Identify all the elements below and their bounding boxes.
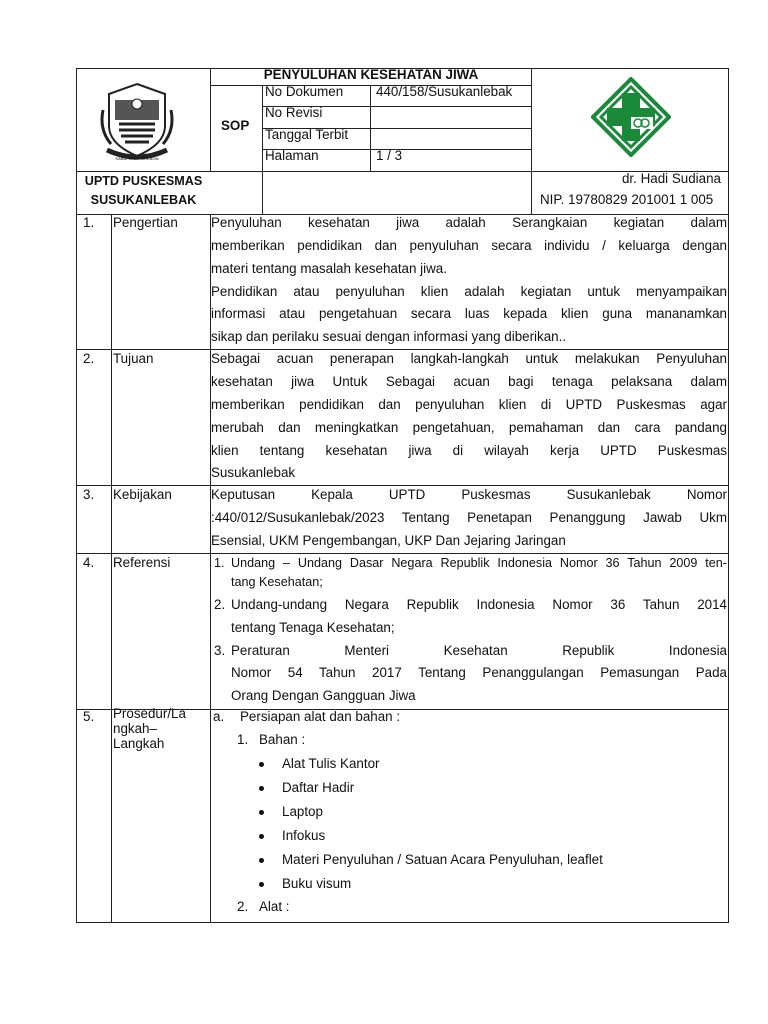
puskesmas-logo-icon: [591, 77, 671, 157]
tujuan-line: Sebagai acuan penerapan langkah-langkah untuk melakukan Penyuluhan: [211, 351, 727, 366]
section-number: 5.: [83, 709, 95, 724]
sub-step-number: 1.: [237, 732, 249, 747]
sub-step-number: 2.: [237, 899, 249, 914]
tujuan-line: Susukanlebak: [211, 465, 296, 480]
section-number: 4.: [83, 555, 95, 570]
col-no-divider: [111, 214, 112, 923]
bullet-icon: [259, 882, 264, 887]
referensi-item-line: Nomor 54 Tahun 2017 Tentang Penanggulangan Pemasungan Pada: [231, 665, 727, 680]
org-name-line1: UPTD PUSKESMAS: [84, 174, 203, 188]
tujuan-line: kesehatan jiwa Untuk Sebagai acuan bagi tenaga pelaksana dalam: [211, 374, 727, 389]
kebijakan-line: Esensial, UKM Pengembangan, UKP Dan Jejaring Jaringan: [211, 533, 566, 548]
bullet-icon: [259, 810, 264, 815]
signer-nip: NIP. 19780829 201001 1 005: [540, 192, 714, 207]
bullet-icon: [259, 762, 264, 767]
pengertian-line: materi tentang masalah kesehatan jiwa.: [211, 261, 447, 276]
bahan-item: Laptop: [282, 804, 323, 819]
tujuan-line: merubah dan meningkatkan pengetahuan, pemahaman dan cara pandang: [211, 420, 727, 435]
org-name-line2: SUSUKANLEBAK: [90, 193, 197, 207]
kebijakan-line: Keputusan Kepala UPTD Puskesmas Susukanlebak Nomor: [211, 487, 727, 502]
regency-emblem: [97, 80, 177, 166]
doc-number-label: No Dokumen: [265, 84, 344, 99]
border-right: [728, 68, 729, 923]
bahan-item: Alat Tulis Kantor: [282, 756, 380, 771]
referensi-item-line: Orang Dengan Gangguan Jiwa: [231, 688, 416, 703]
bullet-icon: [259, 858, 264, 863]
tujuan-line: memberikan pendidikan dan penyuluhan klien di UPTD Puskesmas agar: [211, 397, 727, 412]
pengertian-line: sikap dan perilaku sesuai dengan informasi yang diberikan..: [211, 329, 567, 344]
pengertian-line: informasi atau pengetahuan secara luas kepada klien guna mananamkan: [211, 306, 727, 321]
section-title-referensi: Referensi: [113, 555, 171, 570]
section-title-prosedur: ngkah–: [113, 721, 157, 736]
sub-step-text: Bahan :: [259, 732, 306, 747]
section-number: 1.: [83, 215, 95, 230]
page-value: 1 / 3: [376, 148, 403, 163]
referensi-item-line: tentang Tenaga Kesehatan;: [231, 620, 395, 635]
referensi-item-number: 2.: [214, 597, 226, 612]
tujuan-line: klien tentang kesehatan jiwa di wilayah kerja UPTD Puskesmas: [211, 443, 727, 458]
document-title: PENYULUHAN KESEHATAN JIWA: [263, 67, 479, 82]
bullet-icon: [259, 786, 264, 791]
sop-divider: [262, 85, 263, 215]
referensi-item-line: Undang-undang Negara Republik Indonesia Nomor 36 Tahun 2014: [231, 597, 727, 612]
pengertian-line: Pendidikan atau penyuluhan klien adalah kegiatan untuk menyampaikan: [211, 284, 727, 299]
bahan-item: Buku visum: [282, 876, 352, 891]
sop-label: SOP: [221, 118, 250, 133]
bullet-icon: [259, 834, 264, 839]
section-number: 3.: [83, 487, 95, 502]
step-a-text: Persiapan alat dan bahan :: [240, 709, 401, 724]
bahan-item: Infokus: [282, 828, 326, 843]
section-title-prosedur: Langkah: [113, 736, 165, 751]
referensi-item-line: tang Kesehatan;: [231, 575, 323, 589]
section-number: 2.: [83, 351, 95, 366]
bahan-item: Materi Penyuluhan / Satuan Acara Penyuluhan, leaflet: [282, 852, 603, 867]
pengertian-line: memberikan pendidikan dan penyuluhan secara individu / keluarga dengan: [211, 238, 727, 253]
referensi-item-line: Undang – Undang Dasar Negara Republik Indonesia Nomor 36 Tahun 2009 ten-: [231, 556, 727, 570]
sub-step-text: Alat :: [259, 899, 290, 914]
revision-label: No Revisi: [265, 105, 323, 120]
section-title-kebijakan: Kebijakan: [113, 487, 172, 502]
section-title-tujuan: Tujuan: [113, 351, 154, 366]
bahan-item: Daftar Hadir: [282, 780, 355, 795]
kebijakan-line: :440/012/Susukanlebak/2023 Tentang Penetapan Penanggung Jawab Ukm: [211, 510, 727, 525]
issue-date-label: Tanggal Terbit: [265, 127, 349, 142]
pengertian-line: Penyuluhan kesehatan jiwa adalah Serangkaian kegiatan dalam: [211, 215, 727, 230]
referensi-item-number: 3.: [214, 643, 226, 658]
doc-number-value: 440/158/Susukanlebak: [376, 84, 513, 99]
signer-name: dr. Hadi Sudiana: [621, 171, 721, 186]
page-label: Halaman: [265, 148, 319, 163]
section-title-prosedur: Prosedur/La: [113, 706, 186, 721]
referensi-item-number: 1.: [214, 556, 225, 570]
border-bottom: [76, 922, 729, 923]
header-divider-right: [531, 68, 532, 215]
step-a-marker: a.: [213, 709, 225, 724]
emblem-ribbon-text: KABUPATEN CIREBON: [115, 156, 159, 161]
referensi-item-line: Peraturan Menteri Kesehatan Republik Indonesia: [231, 643, 727, 658]
section-title-pengertian: Pengertian: [113, 215, 178, 230]
